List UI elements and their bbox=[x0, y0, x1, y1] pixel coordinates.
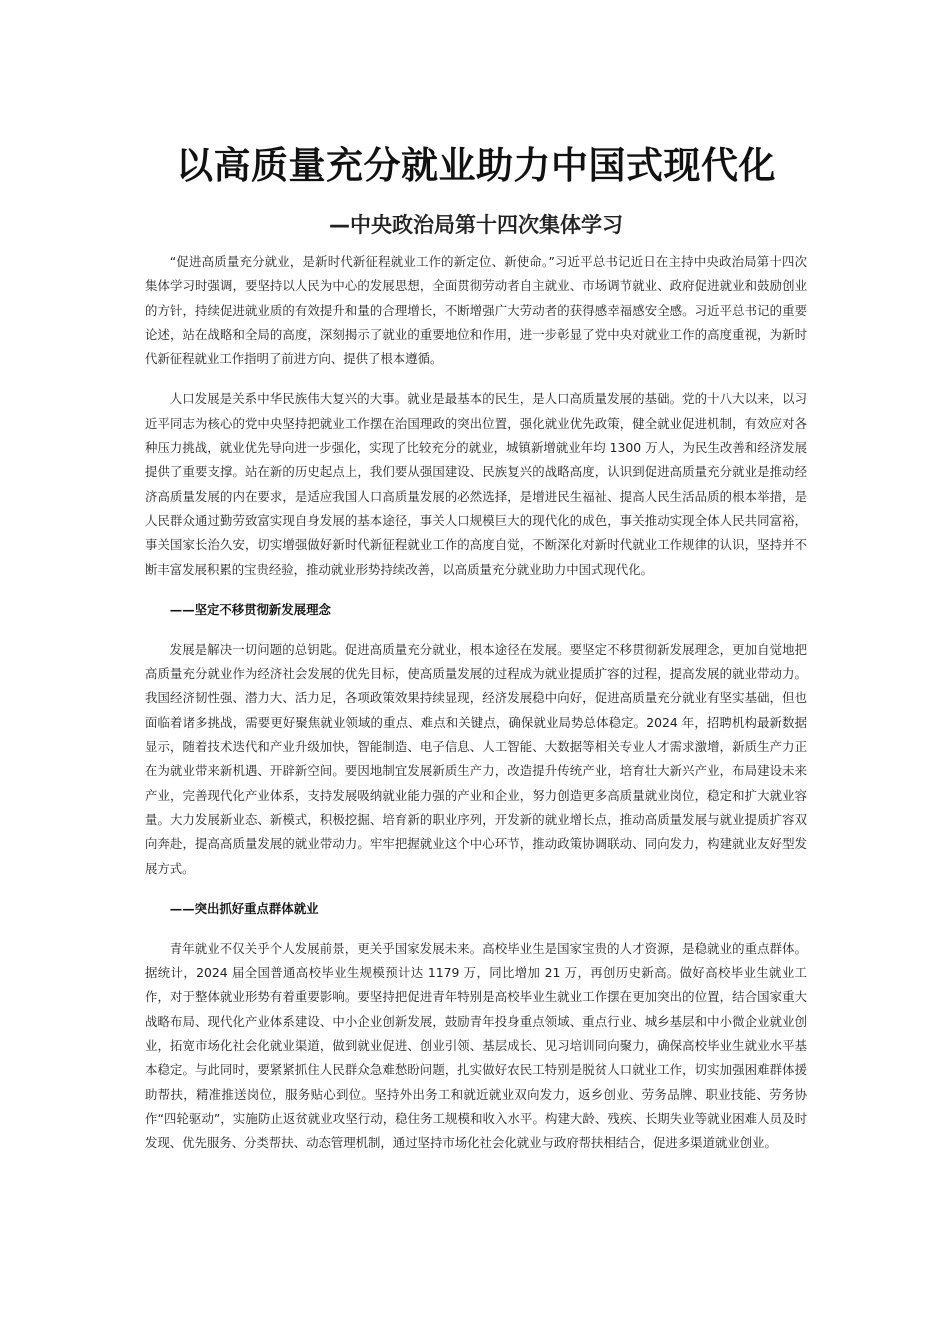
paragraph-youth-employment: 青年就业不仅关乎个人发展前景，更关乎国家发展未来。高校毕业生是国家宝贵的人才资源，是稳就业的重点群体。据统计，2024 届全国普通高校毕业生规模预计达 1179 万，同比增加 21 万，再创历史新高。做好高校毕业生就业工作，对于整体就业形势有着重要影响。要坚持把促进青年特别是高校毕业生就业工作摆在更加突出的位置，结合国家重大战略布局、现代化产业体系建设、中小企业创新发展，鼓励青年投身重点领域、重点行业、城乡基层和中小微企业就业创业，拓宽市场化社会化就业渠道，做到就业促进、创业引领、基层成长、见习培训同向聚力，确保高校毕业生就业水平基本稳定。与此同时，要紧紧抓住人民群众急难愁盼问题，扎实做好农民工特别是脱贫人口就业工作，切实加强困难群体援助帮扶，精准推送岗位，服务贴心到位。坚持外出务工和就近就业双向发力，返乡创业、劳务品牌、职业技能、劳务协作“四轮驱动”，实施防止返贫就业攻坚行动，稳住务工规模和收入水平。构建大龄、残疾、长期失业等就业困难人员及时发现、优先服务、分类帮扶、动态管理机制，通过坚持市场化社会化就业与政府帮扶相结合，促进多渠道就业创业。 bbox=[145, 940, 807, 1151]
paragraph-population: 人口发展是关系中华民族伟大复兴的大事。就业是最基本的民生，是人口高质量发展的基础。党的十八大以来，以习近平同志为核心的党中央坚持把就业工作摆在治国理政的突出位置，强化就业优先政策，健全就业促进机制，有效应对各种压力挑战，就业优先导向进一步强化，实现了比较充分的就业，城镇新增就业年均 1300 万人，为民生改善和经济发展提供了重要支撑。站在新的历史起点上，我们要从强国建设、民族复兴的战略高度，认识到促进高质量充分就业是推动经济高质量发展的内在要求，是适应我国人口高质量发展的必然选择，是增进民生福祉、提高人民生活品质的根本举措，是人民群众通过勤劳致富实现自身发展的基本途径，事关人口规模巨大的现代化的成色，事关推动实现全体人民共同富裕，事关国家长治久安，切实增强做好新时代新征程就业工作的高度自觉，不断深化对新时代就业工作规律的认识，坚持并不断丰富发展积累的宝贵经验，推动就业形势持续改善，以高质量充分就业助力中国式现代化。 bbox=[145, 391, 807, 577]
section-heading-development: ——坚定不移贯彻新发展理念 bbox=[169, 601, 331, 617]
page-title: 以高质量充分就业助力中国式现代化 bbox=[176, 144, 776, 187]
paragraph-intro: “促进高质量充分就业，是新时代新征程就业工作的新定位、新使命。”习近平总书记近日在主持中央政治局第十四次集体学习时强调，要坚持以人民为中心的发展思想，全面贯彻劳动者自主就业、市场调节就业、政府促进就业和鼓励创业的方针，持续促进就业质的有效提升和量的合理增长，不断增强广大劳动者的获得感幸福感安全感。习近平总书记的重要论述，站在战略和全局的高度，深刻揭示了就业的重要地位和作用，进一步彰显了党中央对就业工作的高度重视，为新时代新征程就业工作指明了前进方向、提供了根本遵循。 bbox=[145, 254, 807, 367]
page-subtitle: —中央政治局第十四次集体学习 bbox=[329, 213, 623, 237]
article-body bbox=[145, 250, 807, 1156]
paragraph-development: 发展是解决一切问题的总钥匙。促进高质量充分就业，根本途径在发展。要坚定不移贯彻新发展理念，更加自觉地把高质量充分就业作为经济社会发展的优先目标，使高质量发展的过程成为就业提质扩容的过程，提高发展的就业带动力。我国经济韧性强、潜力大、活力足，各项政策效果持续显现，经济发展稳中向好，促进高质量充分就业有坚实基础，但也面临着诸多挑战，需要更好聚焦就业领域的重点、难点和关键点，确保就业局势总体稳定。2024 年，招聘机构最新数据显示，随着技术迭代和产业升级加快，智能制造、电子信息、人工智能、大数据等相关专业人才需求激增，新质生产力正在为就业带来新机遇、开辟新空间。要因地制宜发展新质生产力，改造提升传统产业，培育壮大新兴产业，布局建设未来产业，完善现代化产业体系，支持发展吸纳就业能力强的产业和企业，努力创造更多高质量就业岗位，稳定和扩大就业容量。大力发展新业态、新模式，积极挖掘、培育新的职业序列，开发新的就业增长点，推动高质量发展与就业提质扩容双向奔赴，提高高质量发展的就业带动力。牢牢把握就业这个中心环节，推动政策协调联动、同向发力，构建就业友好型发展方式。 bbox=[145, 641, 807, 876]
section-heading-key-groups: ——突出抓好重点群体就业 bbox=[169, 900, 319, 916]
